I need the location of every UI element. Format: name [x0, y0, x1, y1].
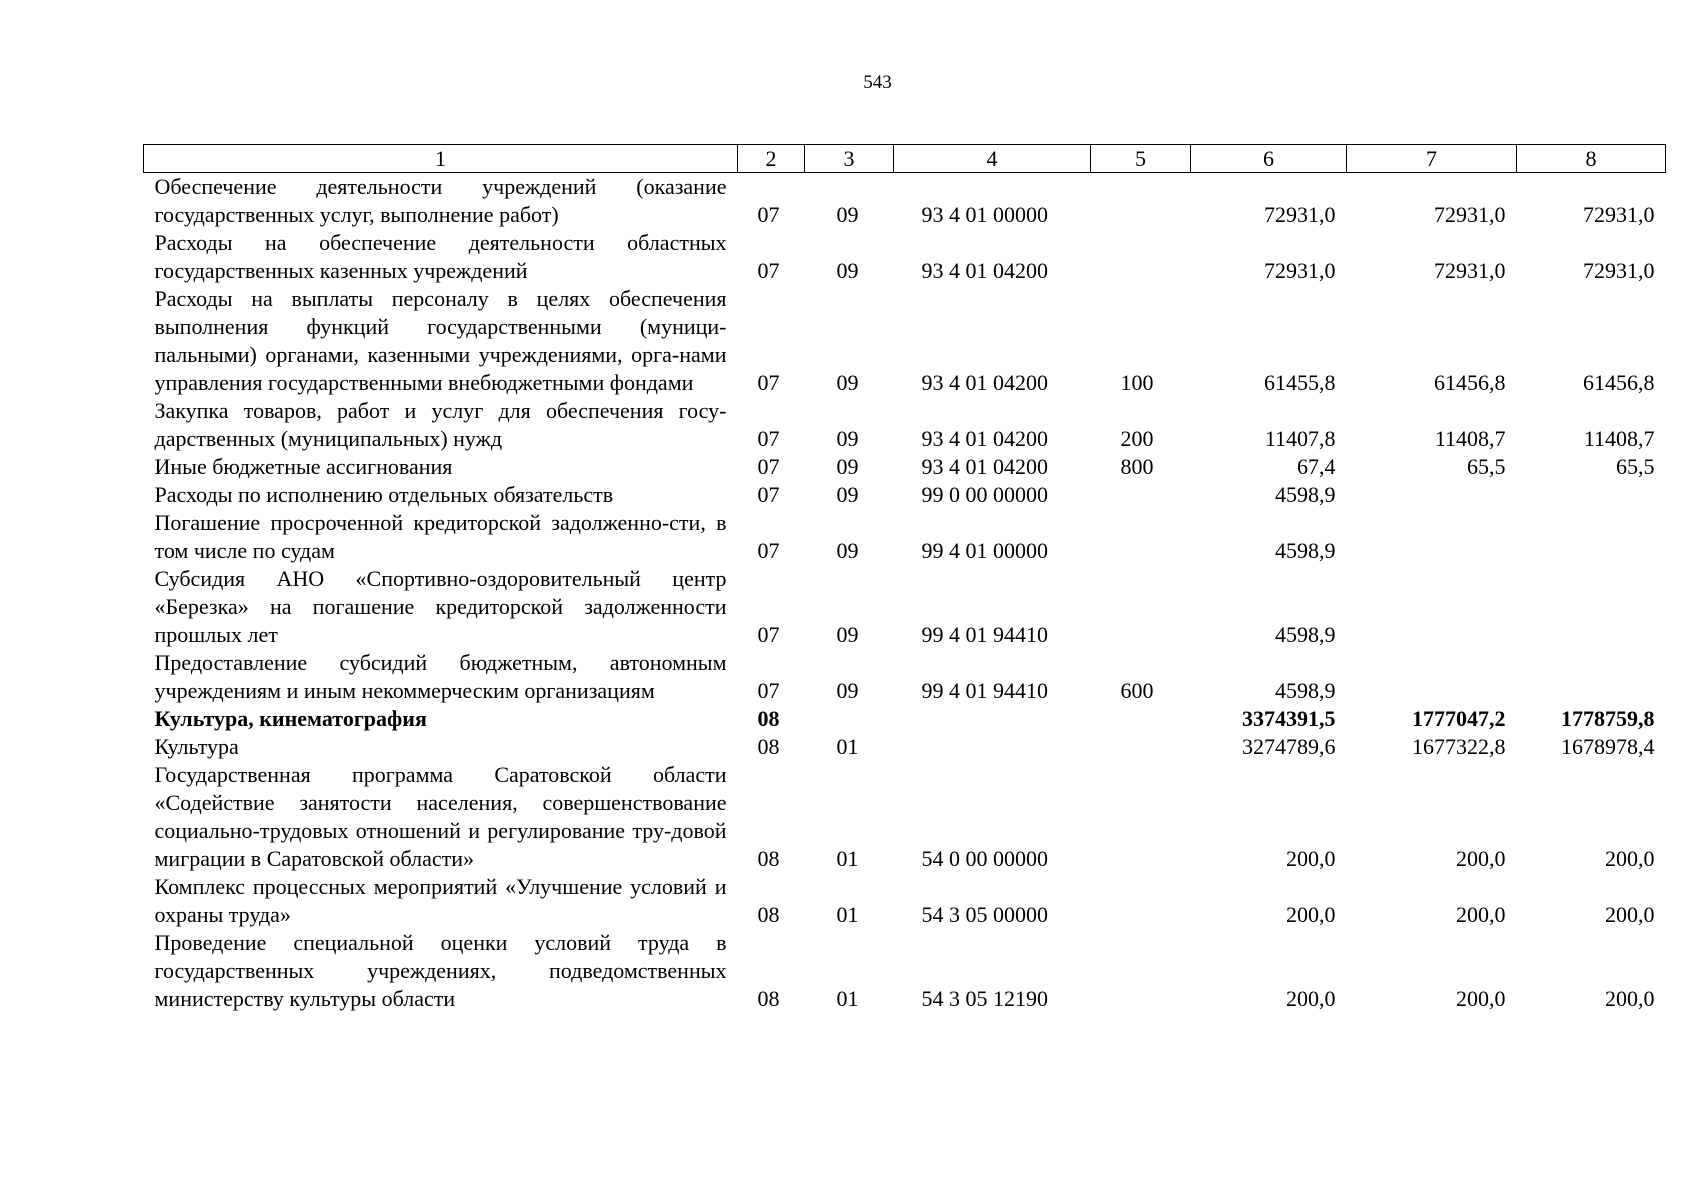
row-expense-type [1091, 929, 1191, 1013]
row-amount-col8: 1678978,4 [1561, 734, 1655, 759]
row-amount-col8: 200,0 [1605, 846, 1655, 871]
row-target-article: 54 3 05 12190 [921, 986, 1048, 1011]
row-section-code: 08 [757, 986, 780, 1011]
row-target-article: 93 4 01 04200 [921, 426, 1048, 451]
row-amount-col7: 200,0 [1456, 846, 1506, 871]
table-row [144, 649, 1666, 705]
row-amount-col7: 61456,8 [1434, 370, 1506, 395]
row-section-code: 07 [757, 622, 780, 647]
row-name: Расходы на обеспечение деятельности областных государственных казенных учреждений [154, 230, 727, 283]
row-name: Погашение просроченной кредиторской задолженно-сти, в том числе по судам [154, 510, 727, 563]
header-col-2: 2 [738, 145, 805, 173]
row-target-article [894, 733, 1091, 761]
row-subsection-code: 01 [836, 734, 859, 759]
row-target-article: 54 0 00 00000 [921, 846, 1048, 871]
row-section-code: 07 [757, 370, 780, 395]
header-col-8: 8 [1517, 145, 1666, 173]
row-name: Расходы на выплаты персоналу в целях обеспечения выполнения функций государственными (муници-пальными) органами, казенными учреждениями, орга-нами управления государственными внебюджетными фондами [154, 286, 727, 395]
row-amount-col6: 200,0 [1286, 902, 1336, 927]
row-amount-col6: 200,0 [1286, 986, 1336, 1011]
row-target-article: 93 4 01 04200 [921, 258, 1048, 283]
row-expense-type [1091, 229, 1191, 285]
row-target-article: 99 0 00 00000 [921, 482, 1048, 507]
row-amount-col8 [1517, 509, 1666, 565]
row-section-code: 08 [757, 902, 780, 927]
table-row [144, 929, 1666, 1013]
table-row [144, 705, 1666, 733]
row-name: Обеспечение деятельности учреждений (оказание государственных услуг, выполнение работ) [154, 174, 727, 227]
row-expense-type: 600 [1120, 678, 1154, 703]
row-expense-type: 200 [1120, 426, 1154, 451]
row-amount-col6: 61455,8 [1264, 370, 1336, 395]
header-row [144, 145, 1666, 173]
header-col-7: 7 [1347, 145, 1517, 173]
row-amount-col8 [1517, 649, 1666, 705]
table-row [144, 481, 1666, 509]
row-name: Комплекс процессных мероприятий «Улучшение условий и охраны труда» [154, 874, 727, 927]
row-amount-col8 [1517, 565, 1666, 649]
row-subsection-code: 09 [836, 678, 859, 703]
row-amount-col7 [1347, 481, 1517, 509]
row-target-article: 93 4 01 00000 [921, 202, 1048, 227]
row-target-article: 54 3 05 00000 [921, 902, 1048, 927]
row-expense-type [1091, 509, 1191, 565]
row-expense-type [1091, 481, 1191, 509]
row-amount-col8: 61456,8 [1583, 370, 1655, 395]
row-amount-col6: 4598,9 [1275, 538, 1336, 563]
row-name: Расходы по исполнению отдельных обязательств [154, 482, 614, 507]
row-target-article [894, 705, 1091, 733]
row-amount-col6: 4598,9 [1275, 678, 1336, 703]
row-section-code: 07 [757, 202, 780, 227]
table-row [144, 397, 1666, 453]
row-amount-col8: 72931,0 [1583, 202, 1655, 227]
row-amount-col6: 72931,0 [1264, 258, 1336, 283]
row-expense-type [1091, 173, 1191, 230]
row-amount-col8: 1778759,8 [1561, 706, 1655, 731]
header-col-6: 6 [1191, 145, 1347, 173]
row-subsection-code: 09 [836, 482, 859, 507]
row-subsection-code: 01 [836, 846, 859, 871]
row-name: Культура, кинематография [154, 706, 427, 731]
row-section-code: 07 [757, 678, 780, 703]
row-name: Культура [154, 734, 239, 759]
row-amount-col7: 72931,0 [1434, 258, 1506, 283]
row-expense-type [1091, 705, 1191, 733]
row-subsection-code: 09 [836, 426, 859, 451]
header-col-3: 3 [805, 145, 894, 173]
row-target-article: 99 4 01 00000 [921, 538, 1048, 563]
row-amount-col7: 1777047,2 [1412, 706, 1506, 731]
table-row [144, 509, 1666, 565]
row-section-code: 08 [757, 706, 780, 731]
row-section-code: 08 [757, 846, 780, 871]
row-section-code: 07 [757, 482, 780, 507]
table-row [144, 733, 1666, 761]
table-row [144, 761, 1666, 873]
row-expense-type [1091, 761, 1191, 873]
row-name: Субсидия АНО «Спортивно-оздоровительный центр «Березка» на погашение кредиторской задолженности прошлых лет [154, 566, 727, 647]
row-amount-col7 [1347, 509, 1517, 565]
table-row [144, 285, 1666, 397]
table-header [144, 145, 1666, 173]
row-amount-col8: 65,5 [1616, 454, 1655, 479]
row-amount-col6: 72931,0 [1264, 202, 1336, 227]
row-name: Государственная программа Саратовской области «Содействие занятости населения, совершенствование социально-трудовых отношений и регулирование тру-довой миграции в Саратовской области» [154, 762, 727, 871]
budget-table [143, 144, 1666, 1013]
row-name: Закупка товаров, работ и услуг для обеспечения госу-дарственных (муниципальных) нужд [154, 398, 727, 451]
row-target-article: 93 4 01 04200 [921, 370, 1048, 395]
row-amount-col7: 65,5 [1467, 454, 1506, 479]
table-row [144, 565, 1666, 649]
row-amount-col8: 200,0 [1605, 986, 1655, 1011]
row-subsection-code [805, 705, 894, 733]
row-name: Проведение специальной оценки условий труда в государственных учреждениях, подведомственных министерству культуры области [154, 930, 727, 1011]
row-amount-col8 [1517, 481, 1666, 509]
row-amount-col6: 3374391,5 [1242, 706, 1336, 731]
row-amount-col6: 4598,9 [1275, 482, 1336, 507]
row-subsection-code: 09 [836, 370, 859, 395]
table-row [144, 173, 1666, 230]
row-expense-type [1091, 873, 1191, 929]
row-subsection-code: 09 [836, 258, 859, 283]
row-amount-col8: 72931,0 [1583, 258, 1655, 283]
table-row [144, 873, 1666, 929]
page-number: 543 [863, 72, 892, 93]
row-amount-col8: 11408,7 [1583, 426, 1655, 451]
row-amount-col6: 67,4 [1297, 454, 1336, 479]
header-col-1: 1 [144, 145, 738, 173]
row-section-code: 07 [757, 454, 780, 479]
row-expense-type: 800 [1120, 454, 1154, 479]
header-col-5: 5 [1091, 145, 1191, 173]
row-amount-col6: 11407,8 [1264, 426, 1336, 451]
row-section-code: 07 [757, 258, 780, 283]
row-amount-col7 [1347, 649, 1517, 705]
row-subsection-code: 01 [836, 986, 859, 1011]
row-subsection-code: 01 [836, 902, 859, 927]
row-amount-col6: 4598,9 [1275, 622, 1336, 647]
row-section-code: 07 [757, 426, 780, 451]
row-expense-type [1091, 565, 1191, 649]
row-subsection-code: 09 [836, 454, 859, 479]
table-body [144, 173, 1666, 1014]
row-amount-col8: 200,0 [1605, 902, 1655, 927]
header-col-4: 4 [894, 145, 1091, 173]
row-amount-col6: 200,0 [1286, 846, 1336, 871]
row-name: Предоставление субсидий бюджетным, автономным учреждениям и иным некоммерческим организациям [154, 650, 727, 703]
table-row [144, 453, 1666, 481]
row-target-article: 99 4 01 94410 [921, 678, 1048, 703]
row-subsection-code: 09 [836, 538, 859, 563]
row-amount-col7: 1677322,8 [1412, 734, 1506, 759]
row-amount-col7: 72931,0 [1434, 202, 1506, 227]
row-target-article: 99 4 01 94410 [921, 622, 1048, 647]
row-subsection-code: 09 [836, 622, 859, 647]
row-subsection-code: 09 [836, 202, 859, 227]
row-amount-col6: 3274789,6 [1242, 734, 1336, 759]
row-expense-type: 100 [1120, 370, 1154, 395]
row-name: Иные бюджетные ассигнования [154, 454, 453, 479]
row-amount-col7: 11408,7 [1434, 426, 1506, 451]
row-amount-col7 [1347, 565, 1517, 649]
row-amount-col7: 200,0 [1456, 986, 1506, 1011]
row-section-code: 07 [757, 538, 780, 563]
row-expense-type [1091, 733, 1191, 761]
row-target-article: 93 4 01 04200 [921, 454, 1048, 479]
row-amount-col7: 200,0 [1456, 902, 1506, 927]
table-row [144, 229, 1666, 285]
row-section-code: 08 [757, 734, 780, 759]
